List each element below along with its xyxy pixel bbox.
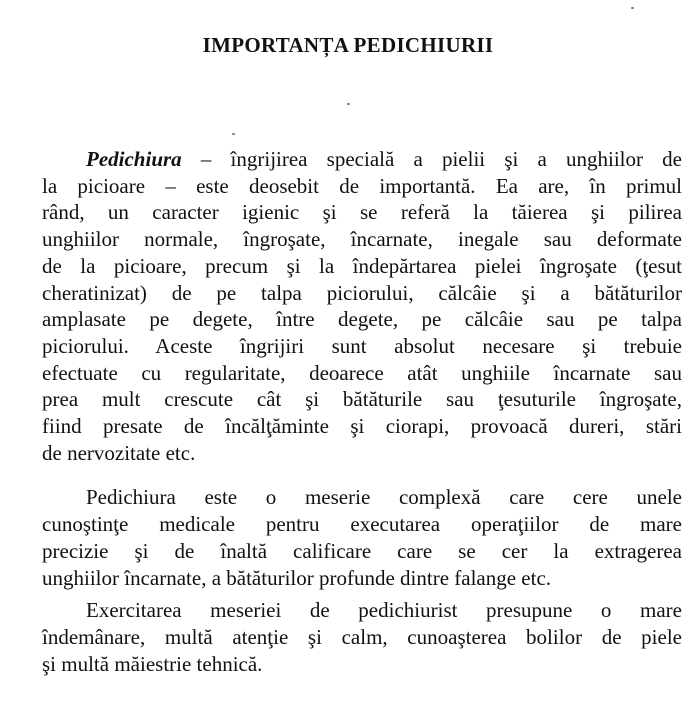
scan-speck [347,103,350,105]
paragraph-line: amplasate pe degete, între degete, pe călcâie sau pe talpa [42,307,682,332]
paragraph-line: unghiilor normale, îngroşate, încarnate, inegale sau deformate [42,227,682,252]
paragraph-line: fiind presate de încălţăminte şi ciorapi, provoacă dureri, stări [42,414,682,438]
paragraph-line: prea mult crescute cât şi bătăturile sau ţesuturile îngroşate, [42,387,682,412]
paragraph-line: Pedichiura este o meserie complexă care cere unele [86,485,682,509]
paragraph-line: Exercitarea meseriei de pedichiurist presupune o mare [86,598,682,622]
paragraph-line: şi multă măiestrie tehnică. [42,652,263,676]
paragraph-line: îndemânare, multă atenţie şi calm, cunoaşterea bolilor de piele [42,625,682,649]
term-pedichiura: Pedichiura [86,147,182,171]
scan-speck [232,133,235,135]
paragraph-line: cunoştinţe medicale pentru executarea operaţiilor de mare [42,512,682,536]
paragraph-line: precizie şi de înaltă calificare care se cer la extragerea [42,539,682,563]
paragraph-line: Pedichiura – îngrijirea specială a pielii şi a unghiilor de [86,147,682,171]
paragraph-line: cheratinizat) de pe talpa piciorului, călcâie şi a bătăturilor [42,280,682,305]
paragraph-line: unghiilor încarnate, a bătăturilor profunde dintre falange etc. [42,566,552,590]
page-title: IMPORTANȚA PEDICHIURII [202,33,494,57]
paragraph-line: de nervozitate etc. [42,440,196,465]
paragraph-line: rând, un caracter igienic şi se referă la tăierea şi pilirea [42,200,682,225]
paragraph-line: efectuate cu regularitate, deoarece atât unghiile încarnate sau [42,360,682,385]
scan-speck [631,7,634,9]
paragraph-line: la picioare – este deosebit de importantă. Ea are, în primul [42,173,682,198]
paragraph-line: piciorului. Aceste îngrijiri sunt absolut necesare şi trebuie [42,333,682,358]
paragraph-line: de la picioare, precum şi la îndepărtarea pielei îngroşate (ţesut [42,253,682,278]
